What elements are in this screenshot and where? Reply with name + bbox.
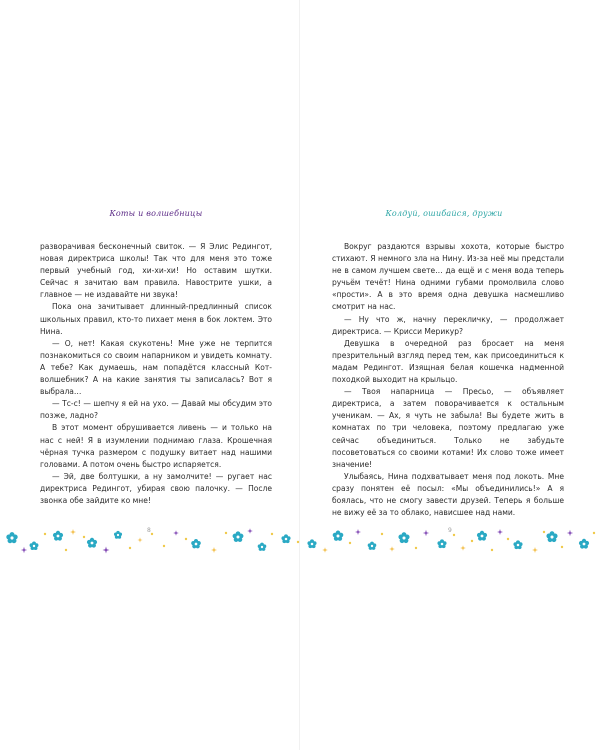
flower-icon — [6, 532, 17, 543]
paragraph: В этот момент обрушивается ливень — и только на нас с ней! Я в изумлении поднимаю глаза. Крошечная чёрная тучка размером с подушку витает над нашими головами. А потом очень быстро испаряется. — [40, 423, 272, 469]
flower-icon — [281, 534, 290, 543]
dot-icon — [129, 547, 131, 549]
paragraph: Пока она зачитывает длинный-предлинный список школьных правил, кто-то пихает меня в бок локтем. Это Нина. — [40, 302, 272, 336]
left-body-text — [40, 241, 272, 507]
dot-icon — [151, 533, 153, 535]
star-icon — [173, 530, 179, 536]
flower-icon — [477, 531, 487, 541]
dot-icon — [453, 534, 455, 536]
star-icon — [211, 547, 217, 553]
dot-icon — [507, 538, 509, 540]
right-page — [300, 0, 600, 750]
flower-icon — [191, 539, 201, 548]
star-icon — [322, 547, 328, 553]
dot-icon — [185, 538, 187, 540]
flower-icon — [258, 543, 267, 551]
left-running-header: Коты и волшебницы — [109, 209, 203, 218]
star-icon — [103, 547, 110, 554]
flower-icon — [546, 531, 557, 542]
star-icon — [497, 529, 503, 535]
star-icon — [355, 529, 361, 535]
flower-icon — [87, 538, 97, 548]
paragraph: — О, нет! Какая скукотень! Мне уже не терпится познакомиться со своим напарником и увидеть комнату. А тебе? Как думаешь, нам попадётся классный Кот-волшебник? А на какие занятия ты записалась? Вот я выбрала… — [40, 338, 272, 397]
right-body-text — [332, 241, 564, 519]
paragraph: — Тс-с! — шепчу я ей на ухо. — Давай мы обсудим это позже, ладно? — [40, 399, 272, 421]
star-icon — [247, 528, 253, 534]
paragraph: — Эй, две болтушки, а ну замолчите! — ругает нас директриса Редингот, убирая свою палочку. — После звонка обе зайдите ко мне! — [40, 471, 272, 505]
flower-icon — [53, 531, 63, 541]
dot-icon — [271, 533, 273, 535]
dot-icon — [415, 547, 417, 549]
paragraph: Вокруг раздаются взрывы хохота, которые быстро стихают. Я немного зла на Нину. Из-за неё мы предстали не в самом лучшем свете… да ещё и с меня вода теперь ручьём течёт! Нина одними губами промолвила слово «прости». А в это время одна девушка насмешливо смотрит на нас. — [332, 242, 564, 312]
dot-icon — [44, 533, 46, 535]
paragraph: Девушка в очередной раз бросает на меня презрительный взгляд перед тем, как присоединиться к мадам Редингот. Изящная белая кошечка надменной походкой выходит на крыльцо. — [332, 338, 564, 385]
star-icon — [423, 530, 429, 536]
decorative-border — [0, 528, 600, 554]
star-icon — [21, 547, 27, 553]
dot-icon — [561, 546, 563, 548]
paragraph: — Твоя напарница — Пресьо, — объявляет директриса, а затем поворачивается к остальным ученикам. — Ах, я чуть не забыла! Вы будете жить в комнатах по три человека, поэтому предлагаю уже сейчас объединиться. Только не забудьте посоветоваться со своими котами! Их слово тоже имеет значение! — [332, 387, 564, 469]
dot-icon — [381, 533, 383, 535]
flower-icon — [114, 531, 122, 539]
flower-icon — [579, 539, 589, 549]
dot-icon — [225, 532, 227, 534]
dot-icon — [471, 540, 473, 542]
dot-icon — [543, 531, 545, 533]
star-icon — [137, 537, 142, 542]
flower-icon — [233, 531, 244, 542]
flower-icon — [30, 541, 39, 550]
flower-icon — [437, 539, 446, 548]
dot-icon — [297, 541, 299, 543]
right-page-number: 9 — [448, 527, 452, 534]
dot-icon — [83, 536, 85, 538]
paragraph: разворачивая бесконечный свиток. — Я Элис Редингот, новая директриса школы! Так что для меня это тоже первый учебный год, хи-хи-хи! Но оставим шутки. Сейчас я зачитаю вам правила. Навострите ушки, а главное — не издавайте ни звука! — [40, 242, 272, 300]
star-icon — [70, 529, 76, 535]
dot-icon — [593, 532, 595, 534]
flower-icon — [513, 540, 522, 549]
flower-icon — [368, 542, 377, 550]
dot-icon — [349, 542, 351, 544]
paragraph: Улыбаясь, Нина подхватывает меня под локоть. Мне сразу понятен её посыл: «Мы объединились!» А я боялась, что не смогу завести друзей. Теперь я больше не вижу её за то облако, нависшее над нами. — [332, 471, 564, 518]
flower-icon — [333, 531, 344, 541]
dot-icon — [491, 549, 493, 551]
dot-icon — [163, 545, 165, 547]
right-running-header: Колдуй, ошибайся, дружи — [385, 209, 503, 218]
flower-icon — [307, 539, 316, 548]
star-icon — [389, 546, 395, 552]
flower-icon — [398, 532, 409, 543]
star-icon — [567, 530, 573, 536]
star-icon — [532, 547, 538, 553]
paragraph: — Ну что ж, начну перекличку, — продолжает директриса. — Крисси Мерикур? — [332, 314, 564, 336]
star-icon — [460, 545, 466, 551]
left-page-number: 8 — [147, 527, 151, 534]
dot-icon — [65, 549, 67, 551]
